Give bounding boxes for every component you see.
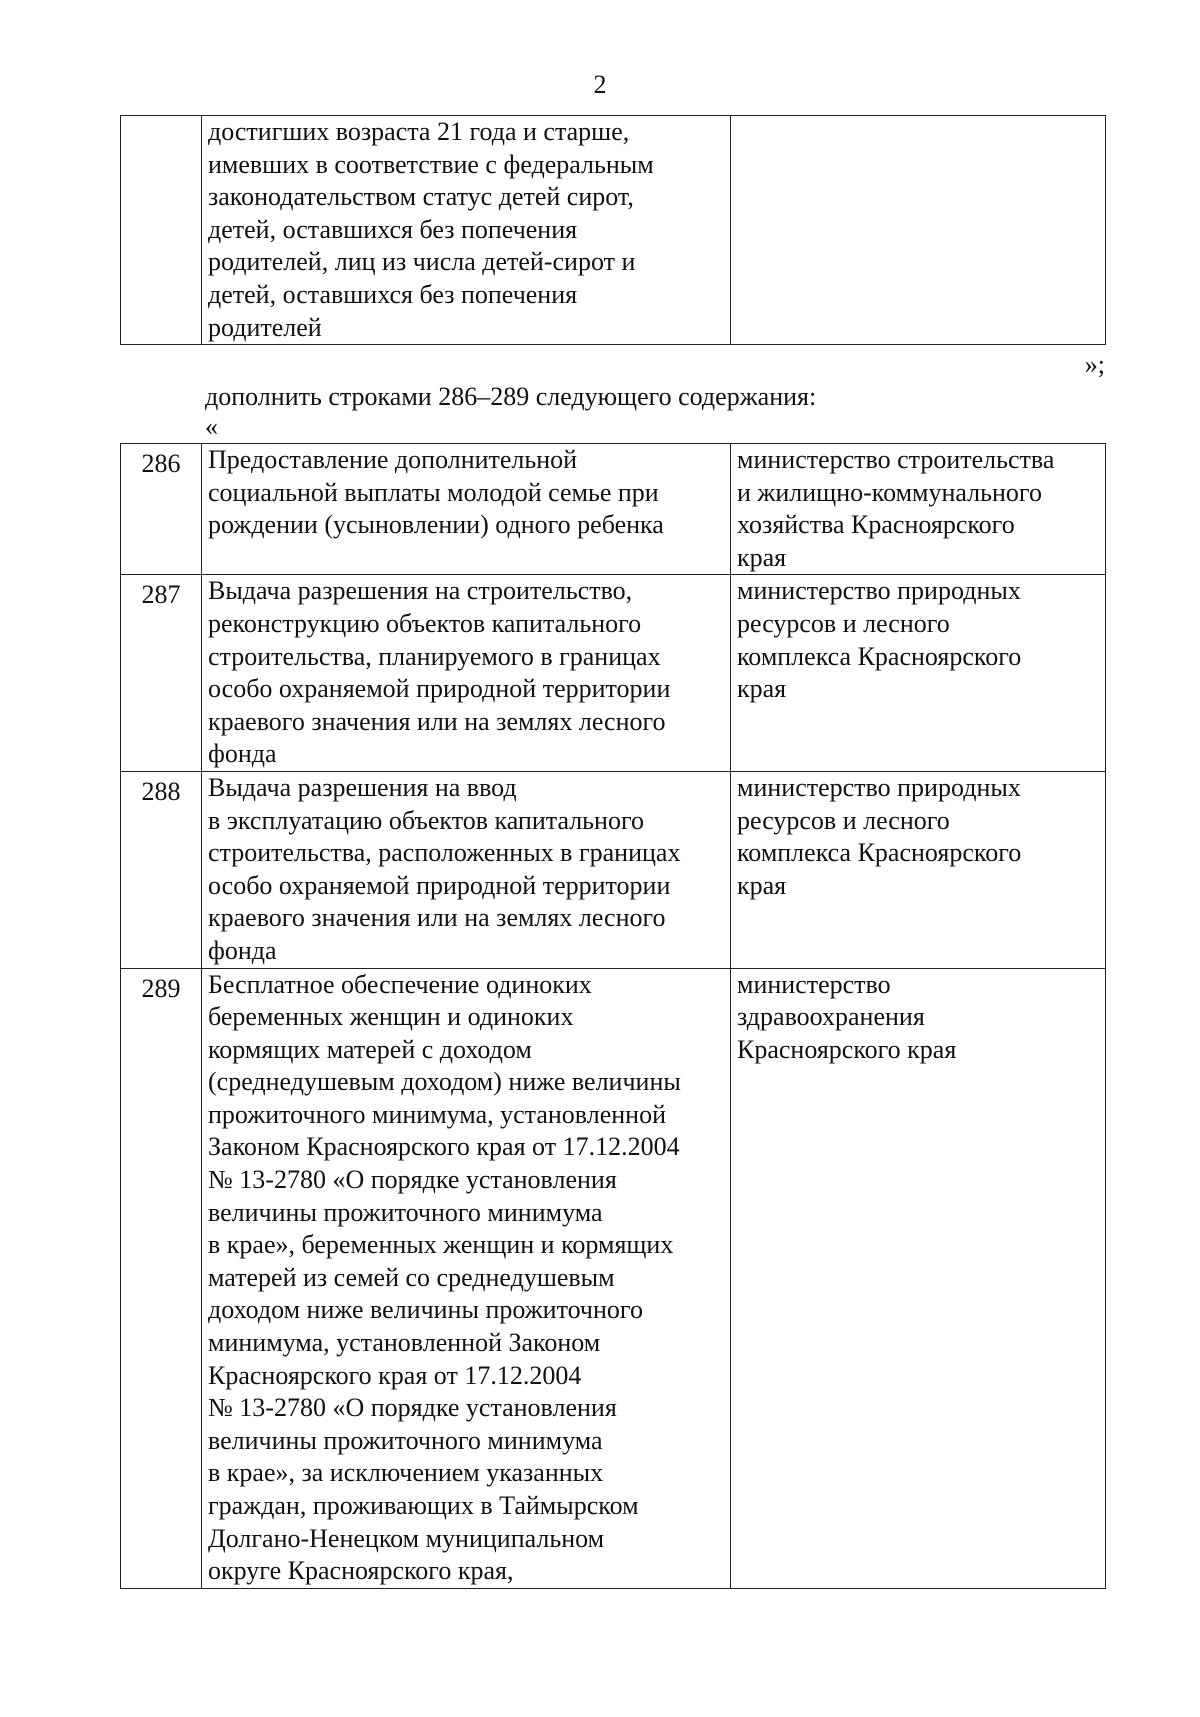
text-line: детей, оставшихся без попечения [208, 279, 578, 309]
text-line: Выдача разрешения на строительство, [208, 576, 633, 606]
closing-quote: »; [1084, 350, 1105, 379]
continuation-table [120, 115, 1106, 345]
authority-cell [731, 444, 1106, 575]
text-line: рождении (усыновлении) одного ребенка [208, 510, 664, 540]
row-number: 287 [121, 575, 202, 772]
text-line: № 13-2780 «О порядке установления [208, 1165, 617, 1195]
text-line: матерей из семей со среднедушевым [208, 1262, 615, 1292]
text-line: минимума, установленной Законом [208, 1328, 601, 1358]
services-table [120, 443, 1106, 1589]
text-line: министерство природных [737, 772, 1021, 802]
authority-cell [731, 968, 1106, 1588]
text-line: ресурсов и лесного [737, 805, 950, 835]
row-number [121, 116, 202, 345]
text-line: строительства, расположенных в границах [208, 838, 681, 868]
text-line: имевших в соответствие с федеральным [208, 149, 654, 179]
text-line: родителей [208, 312, 322, 342]
text-line: краевого значения или на землях лесного [208, 706, 666, 736]
text-line: ресурсов и лесного [737, 608, 950, 638]
text-line: в эксплуатацию объектов капитального [208, 805, 644, 835]
text-line: Красноярского края [737, 1034, 957, 1064]
authority-cell [731, 771, 1106, 968]
text-line: социальной выплаты молодой семье при [208, 477, 659, 507]
text-line: края [737, 674, 787, 704]
page-number: 2 [593, 70, 607, 99]
authority-cell [731, 116, 1106, 345]
table-row [121, 771, 1106, 968]
text-line: краевого значения или на землях лесного [208, 903, 666, 933]
opening-quote: « [205, 412, 218, 441]
row-number: 289 [121, 968, 202, 1588]
row-number: 286 [121, 444, 202, 575]
intro-text: дополнить строками 286–289 следующего содержания: [205, 382, 817, 411]
text-line: Законом Красноярского края от 17.12.2004 [208, 1132, 680, 1162]
text-line: доходом ниже величины прожиточного [208, 1295, 643, 1325]
text-line: и жилищно-коммунального [737, 477, 1042, 507]
text-line: министерство природных [737, 576, 1021, 606]
text-line: округе Красноярского края, [208, 1556, 514, 1586]
text-line: № 13-2780 «О порядке установления [208, 1393, 617, 1423]
service-name-cell [202, 771, 731, 968]
text-line: комплекса Красноярского [737, 641, 1022, 671]
text-line: величины прожиточного минимума [208, 1425, 603, 1455]
text-line: края [737, 870, 787, 900]
text-line: (среднедушевым доходом) ниже величины [208, 1067, 681, 1097]
text-line: реконструкцию объектов капитального [208, 608, 642, 638]
text-line: Красноярского края от 17.12.2004 [208, 1360, 582, 1390]
text-line: министерство строительства [737, 445, 1055, 474]
text-line: в крае», за исключением указанных [208, 1458, 604, 1488]
table-row [121, 116, 1106, 345]
table-row [121, 444, 1106, 575]
text-line: министерство [737, 969, 891, 999]
table-row [121, 575, 1106, 772]
text-line: беременных женщин и одиноких [208, 1002, 574, 1032]
table-row [121, 968, 1106, 1588]
text-line: строительства, планируемого в границах [208, 641, 661, 671]
text-line: детей, оставшихся без попечения [208, 214, 578, 244]
service-name-cell [202, 116, 731, 345]
text-line: Выдача разрешения на ввод [208, 772, 517, 802]
service-name-cell [202, 968, 731, 1588]
text-line: фонда [208, 739, 277, 769]
text-line: здравоохранения [737, 1002, 925, 1032]
text-line: граждан, проживающих в Таймырском [208, 1491, 639, 1520]
authority-cell [731, 575, 1106, 772]
service-name-cell [202, 575, 731, 772]
row-number: 288 [121, 771, 202, 968]
text-line: края [737, 542, 787, 572]
text-line: величины прожиточного минимума [208, 1197, 603, 1227]
text-line: законодательством статус детей сирот, [208, 182, 634, 212]
text-line: прожиточного минимума, установленной [208, 1099, 666, 1129]
text-line: комплекса Красноярского [737, 838, 1022, 868]
text-line: Долгано-Ненецком муниципальном [208, 1523, 605, 1553]
text-line: особо охраняемой природной территории [208, 870, 671, 900]
text-line: родителей, лиц из числа детей-сирот и [208, 247, 636, 277]
text-line: особо охраняемой природной территории [208, 674, 671, 704]
service-name-cell [202, 444, 731, 575]
text-line: в крае», беременных женщин и кормящих [208, 1230, 674, 1260]
text-line: Предоставление дополнительной [208, 445, 578, 474]
text-line: Бесплатное обеспечение одиноких [208, 969, 592, 999]
text-line: достигших возраста 21 года и старше, [208, 117, 630, 146]
text-line: фонда [208, 935, 277, 965]
text-line: хозяйства Красноярского [737, 510, 1015, 540]
text-line: кормящих матерей с доходом [208, 1034, 532, 1064]
